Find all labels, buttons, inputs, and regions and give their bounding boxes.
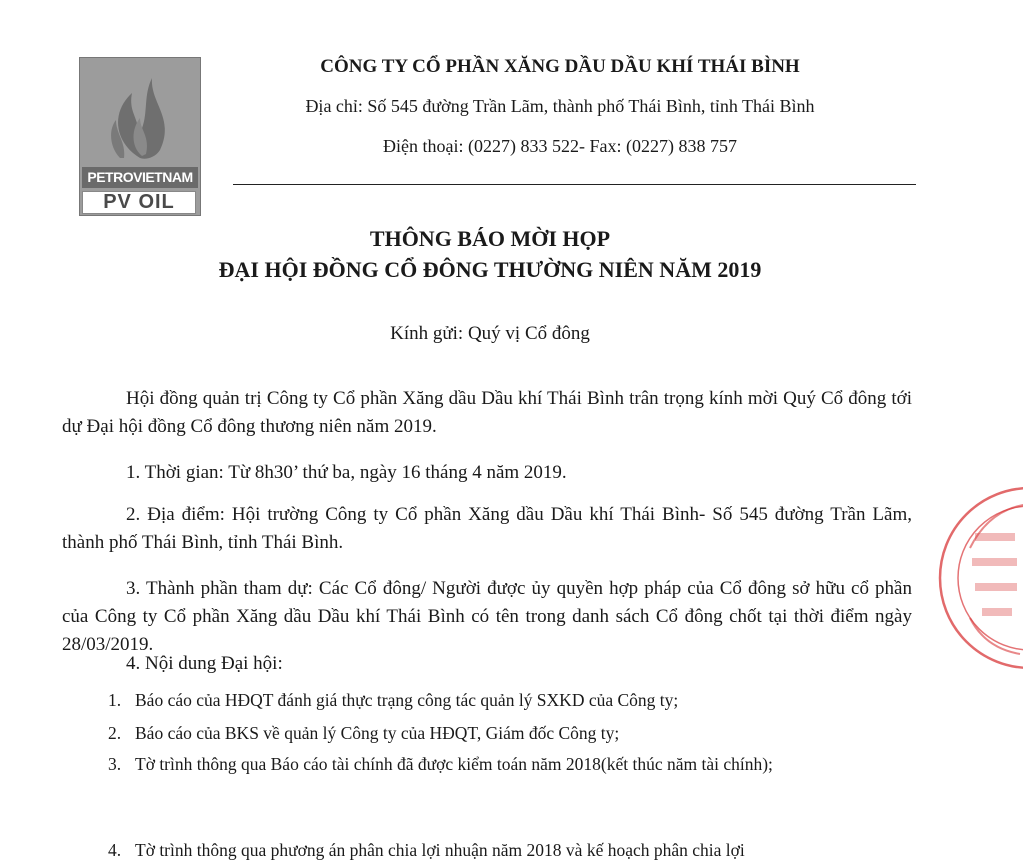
list-item (108, 836, 933, 864)
document-subtitle: ĐẠI HỘI ĐỒNG CỔ ĐÔNG THƯỜNG NIÊN NĂM 2019 (218, 257, 762, 282)
list-item-number: 3. (108, 754, 122, 774)
greeting: Kính gửi: Quý vị Cổ đông (390, 323, 590, 344)
intro-paragraph: Hội đồng quản trị Công ty Cổ phần Xăng dầu Dầu khí Thái Bình trân trọng kính mời Quý Cổ đông tới dự Đại hội đồng Cổ đông thương niên năm 2019. (62, 388, 912, 437)
company-phone: Điện thoại: (0227) 833 522- Fax: (0227) 838 757 (383, 136, 737, 156)
company-address: Địa chỉ: Số 545 đường Trần Lãm, thành phố Thái Bình, tỉnh Thái Bình (305, 96, 815, 116)
list-item (108, 750, 933, 778)
list-item-number: 4. (108, 840, 122, 860)
list-item-text: Tờ trình thông qua phương án phân chia lợi nhuận năm 2018 và kế hoạch phân chia lợi (135, 840, 745, 860)
company-name: CÔNG TY CỔ PHẦN XĂNG DẦU DẦU KHÍ THÁI BÌNH (320, 56, 800, 77)
list-item-number: 1. (108, 690, 122, 710)
agenda-heading: 4. Nội dung Đại hội: (126, 653, 283, 674)
list-item (108, 719, 933, 747)
list-item-number: 2. (108, 723, 122, 743)
list-item (108, 686, 933, 714)
flame-icon (80, 58, 200, 168)
list-item-text: Tờ trình thông qua Báo cáo tài chính đã được kiểm toán năm 2018(kết thúc năm tài chính); (135, 754, 773, 774)
list-item-text: Báo cáo của HĐQT đánh giá thực trạng công tác quản lý SXKD của Công ty; (135, 690, 679, 710)
company-seal (930, 478, 1023, 678)
document-title: THÔNG BÁO MỜI HỌP (369, 226, 611, 251)
header-divider (233, 184, 916, 185)
logo-brand-line: PETROVIETNAM (82, 167, 198, 188)
participants-paragraph: 3. Thành phần tham dự: Các Cổ đông/ Người được ủy quyền hợp pháp của Cổ đông sở hữu cổ phần của Công ty Cổ phần Xăng dầu Dầu khí Thái Bình có tên trong danh sách Cổ đông chốt tại thời điểm ngày 28/03/2019. (62, 578, 912, 655)
list-item-text: Báo cáo của BKS về quản lý Công ty của HĐQT, Giám đốc Công ty; (135, 723, 620, 743)
company-logo (79, 57, 201, 216)
time-paragraph: 1. Thời gian: Từ 8h30’ thứ ba, ngày 16 tháng 4 năm 2019. (126, 462, 567, 483)
location-paragraph: 2. Địa điểm: Hội trường Công ty Cổ phần Xăng dầu Dầu khí Thái Bình- Số 545 đường Trần Lãm, thành phố Thái Bình, tỉnh Thái Bình. (62, 504, 912, 553)
logo-name: PV OIL (82, 191, 196, 214)
